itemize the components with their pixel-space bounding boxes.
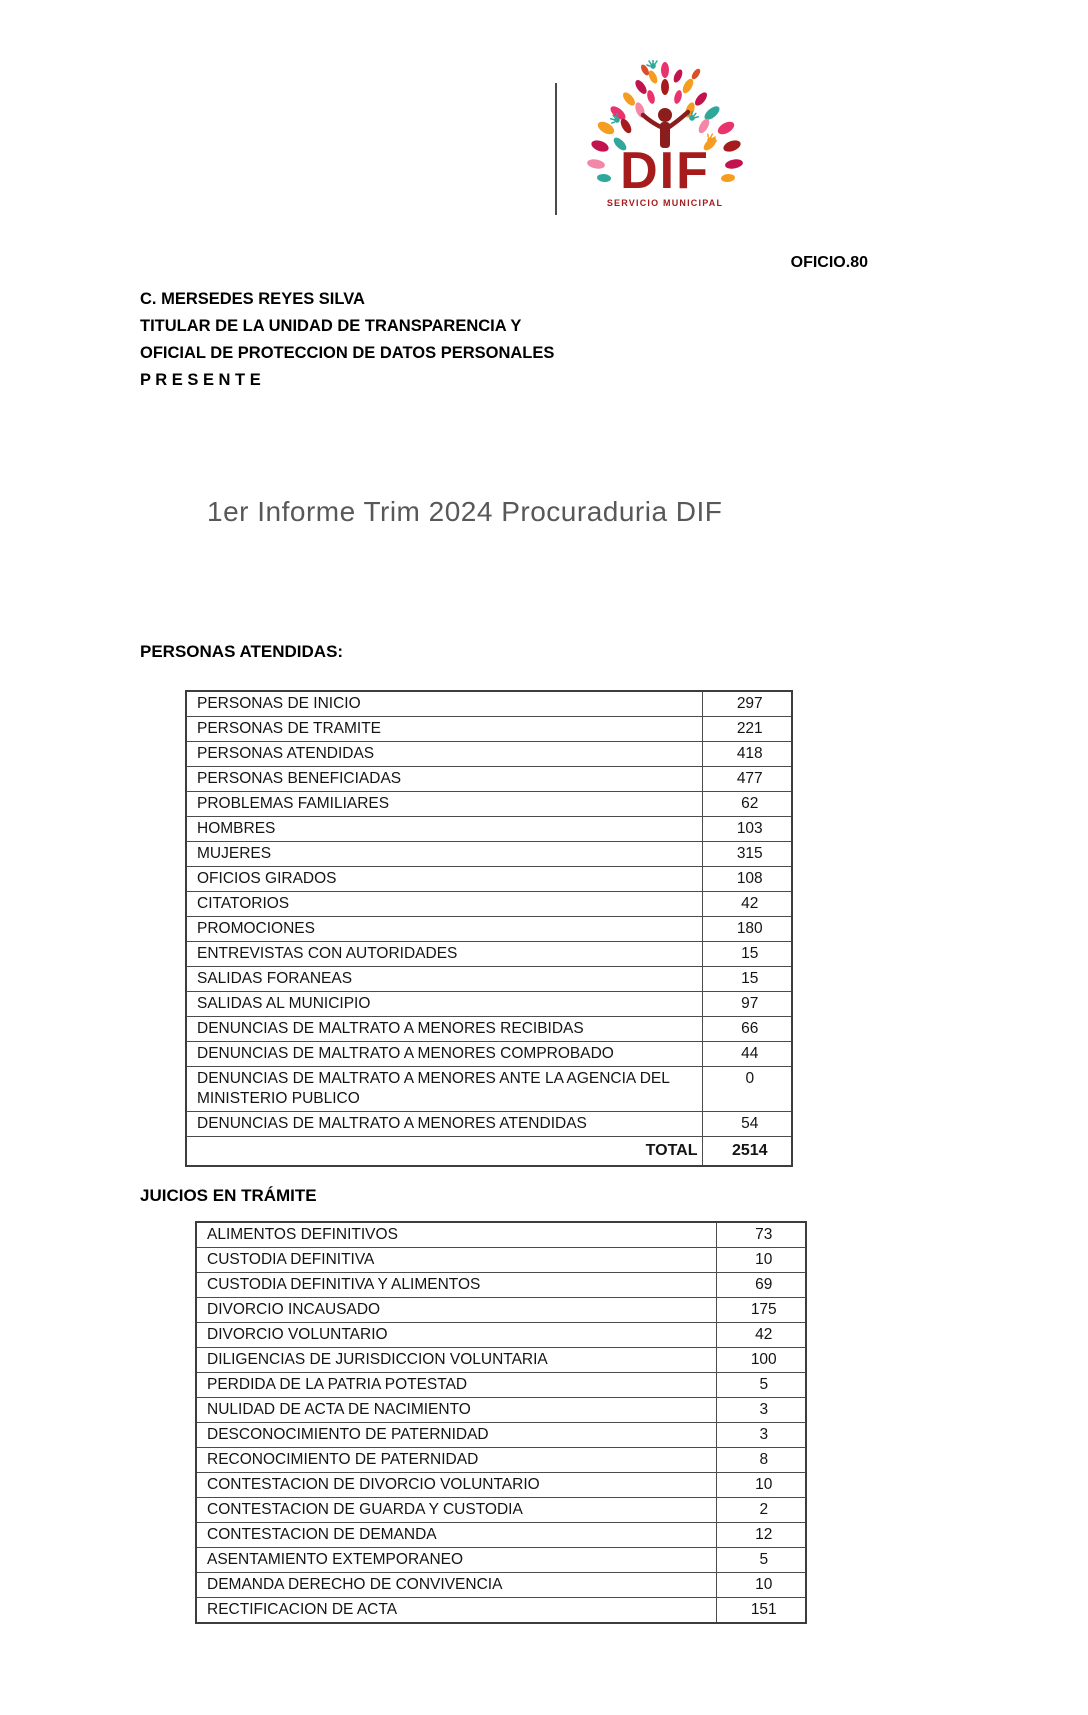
recipient-title-line-2: OFICIAL DE PROTECCION DE DATOS PERSONALES (140, 344, 555, 362)
table-row (196, 1598, 806, 1624)
table-row (186, 842, 792, 867)
row-label: PERSONAS ATENDIDAS (186, 742, 702, 767)
row-label: CONTESTACION DE DEMANDA (196, 1523, 716, 1548)
table-row (186, 691, 792, 717)
row-label: ASENTAMIENTO EXTEMPORANEO (196, 1548, 716, 1573)
row-value: 62 (702, 792, 792, 817)
row-label: CUSTODIA DEFINITIVA Y ALIMENTOS (196, 1273, 716, 1298)
table-row (186, 992, 792, 1017)
row-value: 15 (702, 967, 792, 992)
table-row (196, 1298, 806, 1323)
row-value: 315 (702, 842, 792, 867)
table-row (186, 817, 792, 842)
row-value: 297 (702, 691, 792, 717)
row-label: CUSTODIA DEFINITIVA (196, 1248, 716, 1273)
row-value: 42 (716, 1323, 806, 1348)
row-label: RECTIFICACION DE ACTA (196, 1598, 716, 1624)
row-label: PROBLEMAS FAMILIARES (186, 792, 702, 817)
total-value: 2514 (702, 1137, 792, 1167)
row-label: CITATORIOS (186, 892, 702, 917)
personas-atendidas-heading: PERSONAS ATENDIDAS: (140, 642, 344, 661)
table-row (196, 1348, 806, 1373)
recipient-presente: P R E S E N T E (140, 371, 261, 389)
table-row (186, 742, 792, 767)
row-label: PERSONAS BENEFICIADAS (186, 767, 702, 792)
row-value: 66 (702, 1017, 792, 1042)
row-label: ALIMENTOS DEFINITIVOS (196, 1222, 716, 1248)
row-value: 10 (716, 1473, 806, 1498)
recipient-title-line-1: TITULAR DE LA UNIDAD DE TRANSPARENCIA Y (140, 317, 522, 335)
table-row (196, 1273, 806, 1298)
row-label: RECONOCIMIENTO DE PATERNIDAD (196, 1448, 716, 1473)
table-row (186, 1042, 792, 1067)
table-row (196, 1423, 806, 1448)
recipient-name: C. MERSEDES REYES SILVA (140, 290, 365, 308)
row-label: HOMBRES (186, 817, 702, 842)
table-row (196, 1573, 806, 1598)
total-label: TOTAL (186, 1137, 702, 1167)
row-value: 477 (702, 767, 792, 792)
table-row (186, 867, 792, 892)
row-value: 2 (716, 1498, 806, 1523)
table-row (186, 1112, 792, 1137)
table-row (186, 967, 792, 992)
row-value: 15 (702, 942, 792, 967)
row-value: 69 (716, 1273, 806, 1298)
table-row (186, 1017, 792, 1042)
row-value: 73 (716, 1222, 806, 1248)
row-label: MUJERES (186, 842, 702, 867)
row-value: 5 (716, 1548, 806, 1573)
row-value: 5 (716, 1373, 806, 1398)
table-row (186, 892, 792, 917)
table-row (186, 1067, 792, 1112)
row-value: 151 (716, 1598, 806, 1624)
row-value: 175 (716, 1298, 806, 1323)
row-value: 418 (702, 742, 792, 767)
row-label: DILIGENCIAS DE JURISDICCION VOLUNTARIA (196, 1348, 716, 1373)
row-label: DENUNCIAS DE MALTRATO A MENORES COMPROBADO (186, 1042, 702, 1067)
table-row (196, 1548, 806, 1573)
total-row (186, 1137, 792, 1167)
table-row (196, 1222, 806, 1248)
recipient-block (140, 286, 554, 394)
row-value: 97 (702, 992, 792, 1017)
row-value: 8 (716, 1448, 806, 1473)
row-value: 10 (716, 1248, 806, 1273)
row-label: CONTESTACION DE DIVORCIO VOLUNTARIO (196, 1473, 716, 1498)
row-label: PERDIDA DE LA PATRIA POTESTAD (196, 1373, 716, 1398)
table-row (196, 1448, 806, 1473)
row-label: DIVORCIO VOLUNTARIO (196, 1323, 716, 1348)
logo-subtitle-text: SERVICIO MUNICIPAL (606, 198, 724, 208)
row-value: 12 (716, 1523, 806, 1548)
row-label: OFICIOS GIRADOS (186, 867, 702, 892)
table-row (196, 1323, 806, 1348)
juicios-table-body (196, 1222, 806, 1623)
row-label: PERSONAS DE INICIO (186, 691, 702, 717)
row-value: 42 (702, 892, 792, 917)
row-value: 3 (716, 1398, 806, 1423)
row-value: 108 (702, 867, 792, 892)
row-value: 100 (716, 1348, 806, 1373)
personas-atendidas-table (185, 690, 793, 1167)
row-label: ENTREVISTAS CON AUTORIDADES (186, 942, 702, 967)
row-value: 54 (702, 1112, 792, 1137)
row-value: 0 (702, 1067, 792, 1112)
row-label: DENUNCIAS DE MALTRATO A MENORES ANTE LA AGENCIA DEL MINISTERIO PUBLICO (186, 1067, 702, 1112)
table-row (186, 942, 792, 967)
row-value: 180 (702, 917, 792, 942)
table-row (196, 1398, 806, 1423)
document-title: 1er Informe Trim 2024 Procuraduria DIF (207, 496, 723, 527)
juicios-en-tramite-heading: JUICIOS EN TRÁMITE (140, 1186, 317, 1205)
oficio-number: OFICIO.80 (790, 254, 868, 271)
row-label: SALIDAS AL MUNICIPIO (186, 992, 702, 1017)
logo-dif-text: DIF (620, 142, 710, 200)
hand-icon (647, 60, 657, 68)
table-row (186, 917, 792, 942)
dif-logo (556, 60, 746, 215)
row-value: 44 (702, 1042, 792, 1067)
row-value: 10 (716, 1573, 806, 1598)
table-row (196, 1373, 806, 1398)
row-label: DESCONOCIMIENTO DE PATERNIDAD (196, 1423, 716, 1448)
juicios-en-tramite-table (195, 1221, 807, 1624)
personas-table-footer (186, 1137, 792, 1167)
table-row (196, 1248, 806, 1273)
personas-table-body (186, 691, 792, 1137)
row-value: 221 (702, 717, 792, 742)
table-row (196, 1473, 806, 1498)
row-label: CONTESTACION DE GUARDA Y CUSTODIA (196, 1498, 716, 1523)
table-row (186, 792, 792, 817)
row-label: PROMOCIONES (186, 917, 702, 942)
table-row (186, 717, 792, 742)
table-row (196, 1498, 806, 1523)
row-value: 103 (702, 817, 792, 842)
row-label: DENUNCIAS DE MALTRATO A MENORES ATENDIDAS (186, 1112, 702, 1137)
row-label: PERSONAS DE TRAMITE (186, 717, 702, 742)
table-row (186, 767, 792, 792)
table-row (196, 1523, 806, 1548)
row-value: 3 (716, 1423, 806, 1448)
row-label: SALIDAS FORANEAS (186, 967, 702, 992)
row-label: DEMANDA DERECHO DE CONVIVENCIA (196, 1573, 716, 1598)
row-label: DIVORCIO INCAUSADO (196, 1298, 716, 1323)
row-label: DENUNCIAS DE MALTRATO A MENORES RECIBIDAS (186, 1017, 702, 1042)
row-label: NULIDAD DE ACTA DE NACIMIENTO (196, 1398, 716, 1423)
